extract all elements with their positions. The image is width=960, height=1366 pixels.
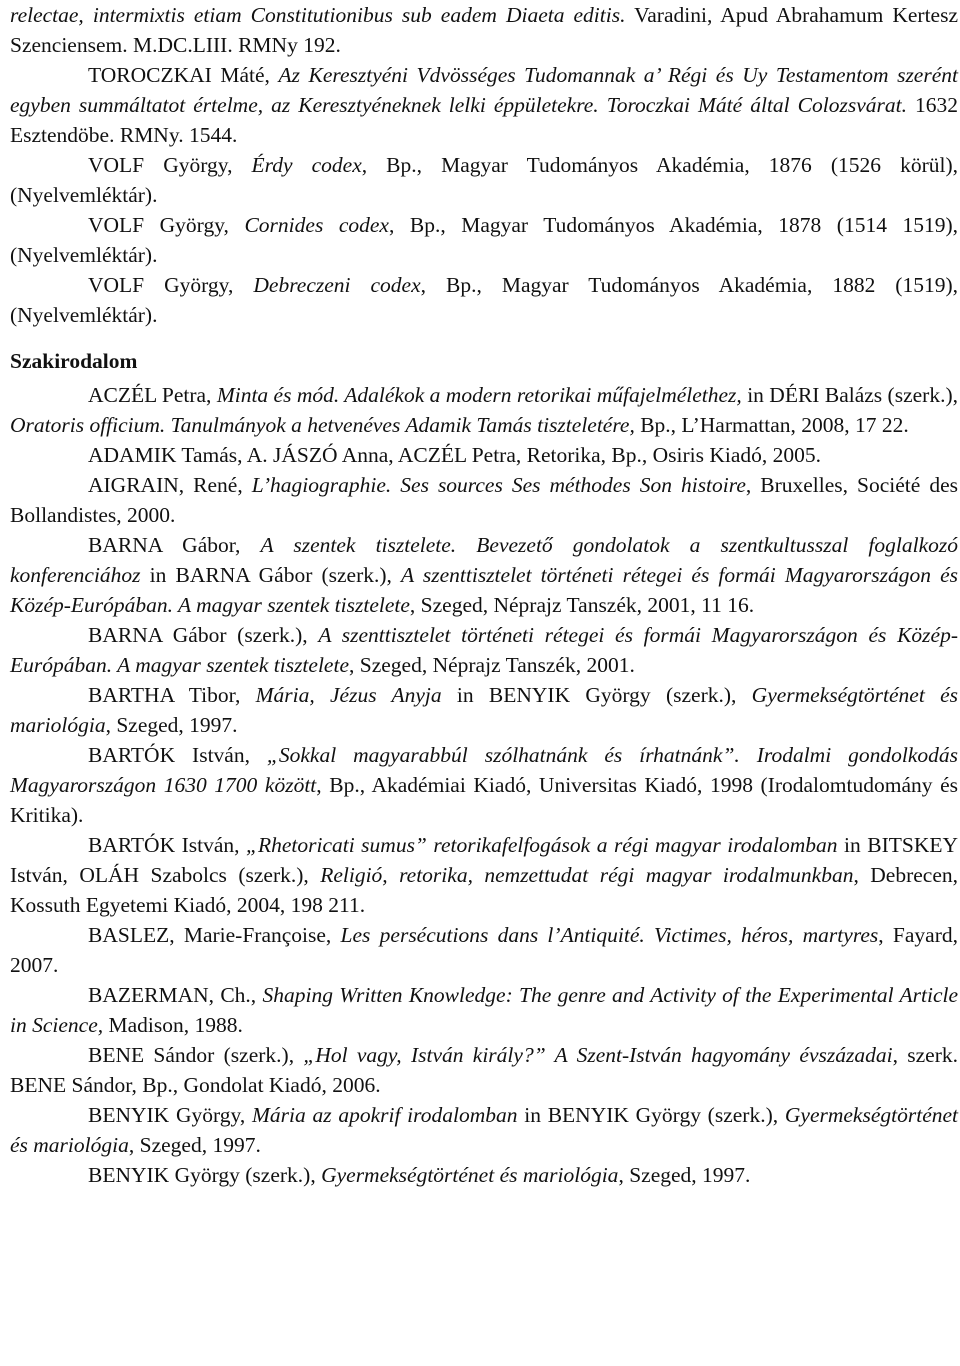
entry-text: in BENYIK György (szerk.),	[441, 683, 752, 707]
entry-title-text: „Rhetoricati sumus” retorikafelfogások a régi magyar irodalomban	[246, 833, 838, 857]
entry-title-text: Religió, retorika, nemzettudat régi magyar irodalmunkban	[320, 863, 854, 887]
entry-title-text: „Sokkal magyarabbúl szólhatnánk és írhatnánk”. Irodalmi gondolkodás Magyarországon 1630 1700 között	[10, 743, 958, 797]
document-page	[10, 0, 958, 1190]
bibliography-entry	[10, 150, 958, 210]
entry-text: Bp., L’Harmattan, 2008, 17 22.	[634, 413, 909, 437]
entry-title-text: A szenttisztelet történeti rétegei és formái Magyarországon és Közép-Európában. A magyar szentek tisztelete	[10, 623, 958, 677]
bibliography-entry	[10, 210, 958, 270]
entry-title-text: Mária, Jézus Anyja	[255, 683, 442, 707]
entry-text: VOLF György,	[88, 273, 254, 297]
bibliography-entry	[10, 0, 958, 60]
entry-text: , Szeged, Néprajz Tanszék, 2001.	[348, 653, 635, 677]
entry-text: , Bp., Magyar Tudományos Akadémia, 1878 (1514 1519), (Nyelvemléktár).	[10, 213, 959, 267]
bibliography-list-sources	[10, 0, 958, 330]
entry-title-text: Les persécutions dans l’Antiquité. Victimes, héros, martyres	[340, 923, 879, 947]
bibliography-entry	[10, 1040, 958, 1100]
entry-title-text: Cornides codex	[244, 213, 389, 237]
entry-text: in BARNA Gábor (szerk.),	[140, 563, 402, 587]
entry-title-text: Gyermekségtörténet és mariológia	[10, 1103, 958, 1157]
entry-title-text: Gyermekségtörténet és mariológia	[321, 1163, 619, 1187]
entry-text: BARTHA Tibor,	[88, 683, 256, 707]
entry-title-text: A szentek tisztelete. Bevezető gondolatok a szentkultusszal foglalkozó konferenciához	[10, 533, 958, 587]
bibliography-entry	[10, 920, 958, 980]
entry-text: ADAMIK Tamás, A. JÁSZÓ Anna, ACZÉL Petra, Retorika, Bp., Osiris Kiadó, 2005.	[88, 443, 822, 467]
bibliography-list-literature	[10, 380, 958, 1190]
entry-text: Varadini, Apud Abrahamum Kertesz Szenciensem. M.DC.LIII. RMNy 192.	[10, 3, 958, 57]
entry-text: BASLEZ, Marie-Françoise,	[88, 923, 341, 947]
bibliography-entry	[10, 680, 958, 740]
entry-text: AIGRAIN, René,	[88, 473, 252, 497]
entry-text: in BITSKEY István, OLÁH Szabolcs (szerk.),	[10, 833, 959, 887]
bibliography-entry	[10, 60, 958, 150]
entry-title-text: Shaping Written Knowledge: The genre and Activity of the Experimental Article in Science,	[10, 983, 959, 1037]
bibliography-entry	[10, 830, 958, 920]
entry-text: , Szeged, Néprajz Tanszék, 2001, 11 16.	[409, 593, 755, 617]
bibliography-entry	[10, 470, 958, 530]
section-heading: Szakirodalom	[10, 349, 138, 373]
entry-title-text: Érdy codex	[251, 153, 362, 177]
entry-title-text: L’hagiographie. Ses sources Ses méthodes Son histoire	[251, 473, 746, 497]
entry-title-text: „Hol vagy, István király?” A Szent-István hagyomány évszázadai	[303, 1043, 893, 1067]
entry-text: , Szeged, 1997.	[128, 1133, 261, 1157]
entry-text: , Bp., Akadémiai Kiadó, Universitas Kiadó, 1998 (Irodalomtudomány és Kritika).	[10, 773, 958, 827]
entry-text: BARNA Gábor (szerk.),	[88, 623, 319, 647]
entry-text: , Szeged, 1997.	[618, 1163, 751, 1187]
entry-text: , Szeged, 1997.	[105, 713, 238, 737]
bibliography-entry	[10, 270, 958, 330]
entry-text: , Debrecen, Kossuth Egyetemi Kiadó, 2004, 198 211.	[10, 863, 959, 917]
entry-text: in DÉRI Balázs (szerk.),	[741, 383, 958, 407]
entry-text: VOLF György,	[88, 213, 245, 237]
bibliography-entry	[10, 740, 958, 830]
entry-title-text: Debreczeni codex	[253, 273, 421, 297]
entry-text: BENYIK György (szerk.),	[88, 1163, 322, 1187]
entry-text: BARTÓK István,	[88, 833, 246, 857]
entry-text: , Bp., Magyar Tudományos Akadémia, 1876 (1526 körül), (Nyelvemléktár).	[10, 153, 958, 207]
entry-text: ACZÉL Petra,	[88, 383, 217, 407]
entry-text: , Bruxelles, Société des Bollandistes, 2000.	[10, 473, 958, 527]
entry-text: , Fayard, 2007.	[10, 923, 958, 977]
entry-text: BARTÓK István,	[88, 743, 267, 767]
bibliography-entry	[10, 620, 958, 680]
entry-text: Madison, 1988.	[103, 1013, 243, 1037]
bibliography-entry	[10, 1160, 958, 1190]
bibliography-entry	[10, 1100, 958, 1160]
entry-title-text: A szenttisztelet történeti rétegei és formái Magyarországon és Közép-Európában. A magyar szentek tisztelete	[10, 563, 958, 617]
entry-text: VOLF György,	[88, 153, 252, 177]
entry-title-text: Gyermekségtörténet és mariológia	[10, 683, 958, 737]
entry-text: BAZERMAN, Ch.,	[88, 983, 263, 1007]
entry-text: 1632 Esztendöbe. RMNy. 1544.	[10, 93, 959, 147]
entry-title-text: Az Keresztyéni Vdvösséges Tudomannak a’ Régi és Uy Testamentom szerént egyben summáltatot értelme, az Keresztyéneknek lelki éppületekre. Toroczkai Máté által Colozsvárat.	[10, 63, 958, 117]
entry-text: BARNA Gábor,	[88, 533, 261, 557]
entry-text: BENYIK György,	[88, 1103, 252, 1127]
entry-text: , Bp., Magyar Tudományos Akadémia, 1882 (1519), (Nyelvemléktár).	[10, 273, 959, 327]
bibliography-entry	[10, 980, 958, 1040]
entry-text: TOROCZKAI Máté,	[88, 63, 279, 87]
entry-title-text: Mária az apokrif irodalomban	[251, 1103, 518, 1127]
bibliography-entry	[10, 380, 958, 440]
entry-text: in BENYIK György (szerk.),	[517, 1103, 785, 1127]
entry-title-text: Minta és mód. Adalékok a modern retorikai műfajelmélethez,	[216, 383, 742, 407]
bibliography-entry	[10, 530, 958, 620]
entry-text: , szerk. BENE Sándor, Bp., Gondolat Kiadó, 2006.	[10, 1043, 958, 1097]
entry-text: BENE Sándor (szerk.),	[88, 1043, 304, 1067]
bibliography-entry	[10, 440, 958, 470]
entry-title-text: Oratoris officium. Tanulmányok a hetvenéves Adamik Tamás tiszteletére,	[10, 413, 635, 437]
entry-title-text: relectae, intermixtis etiam Constitutionibus sub eadem Diaeta editis.	[10, 3, 626, 27]
